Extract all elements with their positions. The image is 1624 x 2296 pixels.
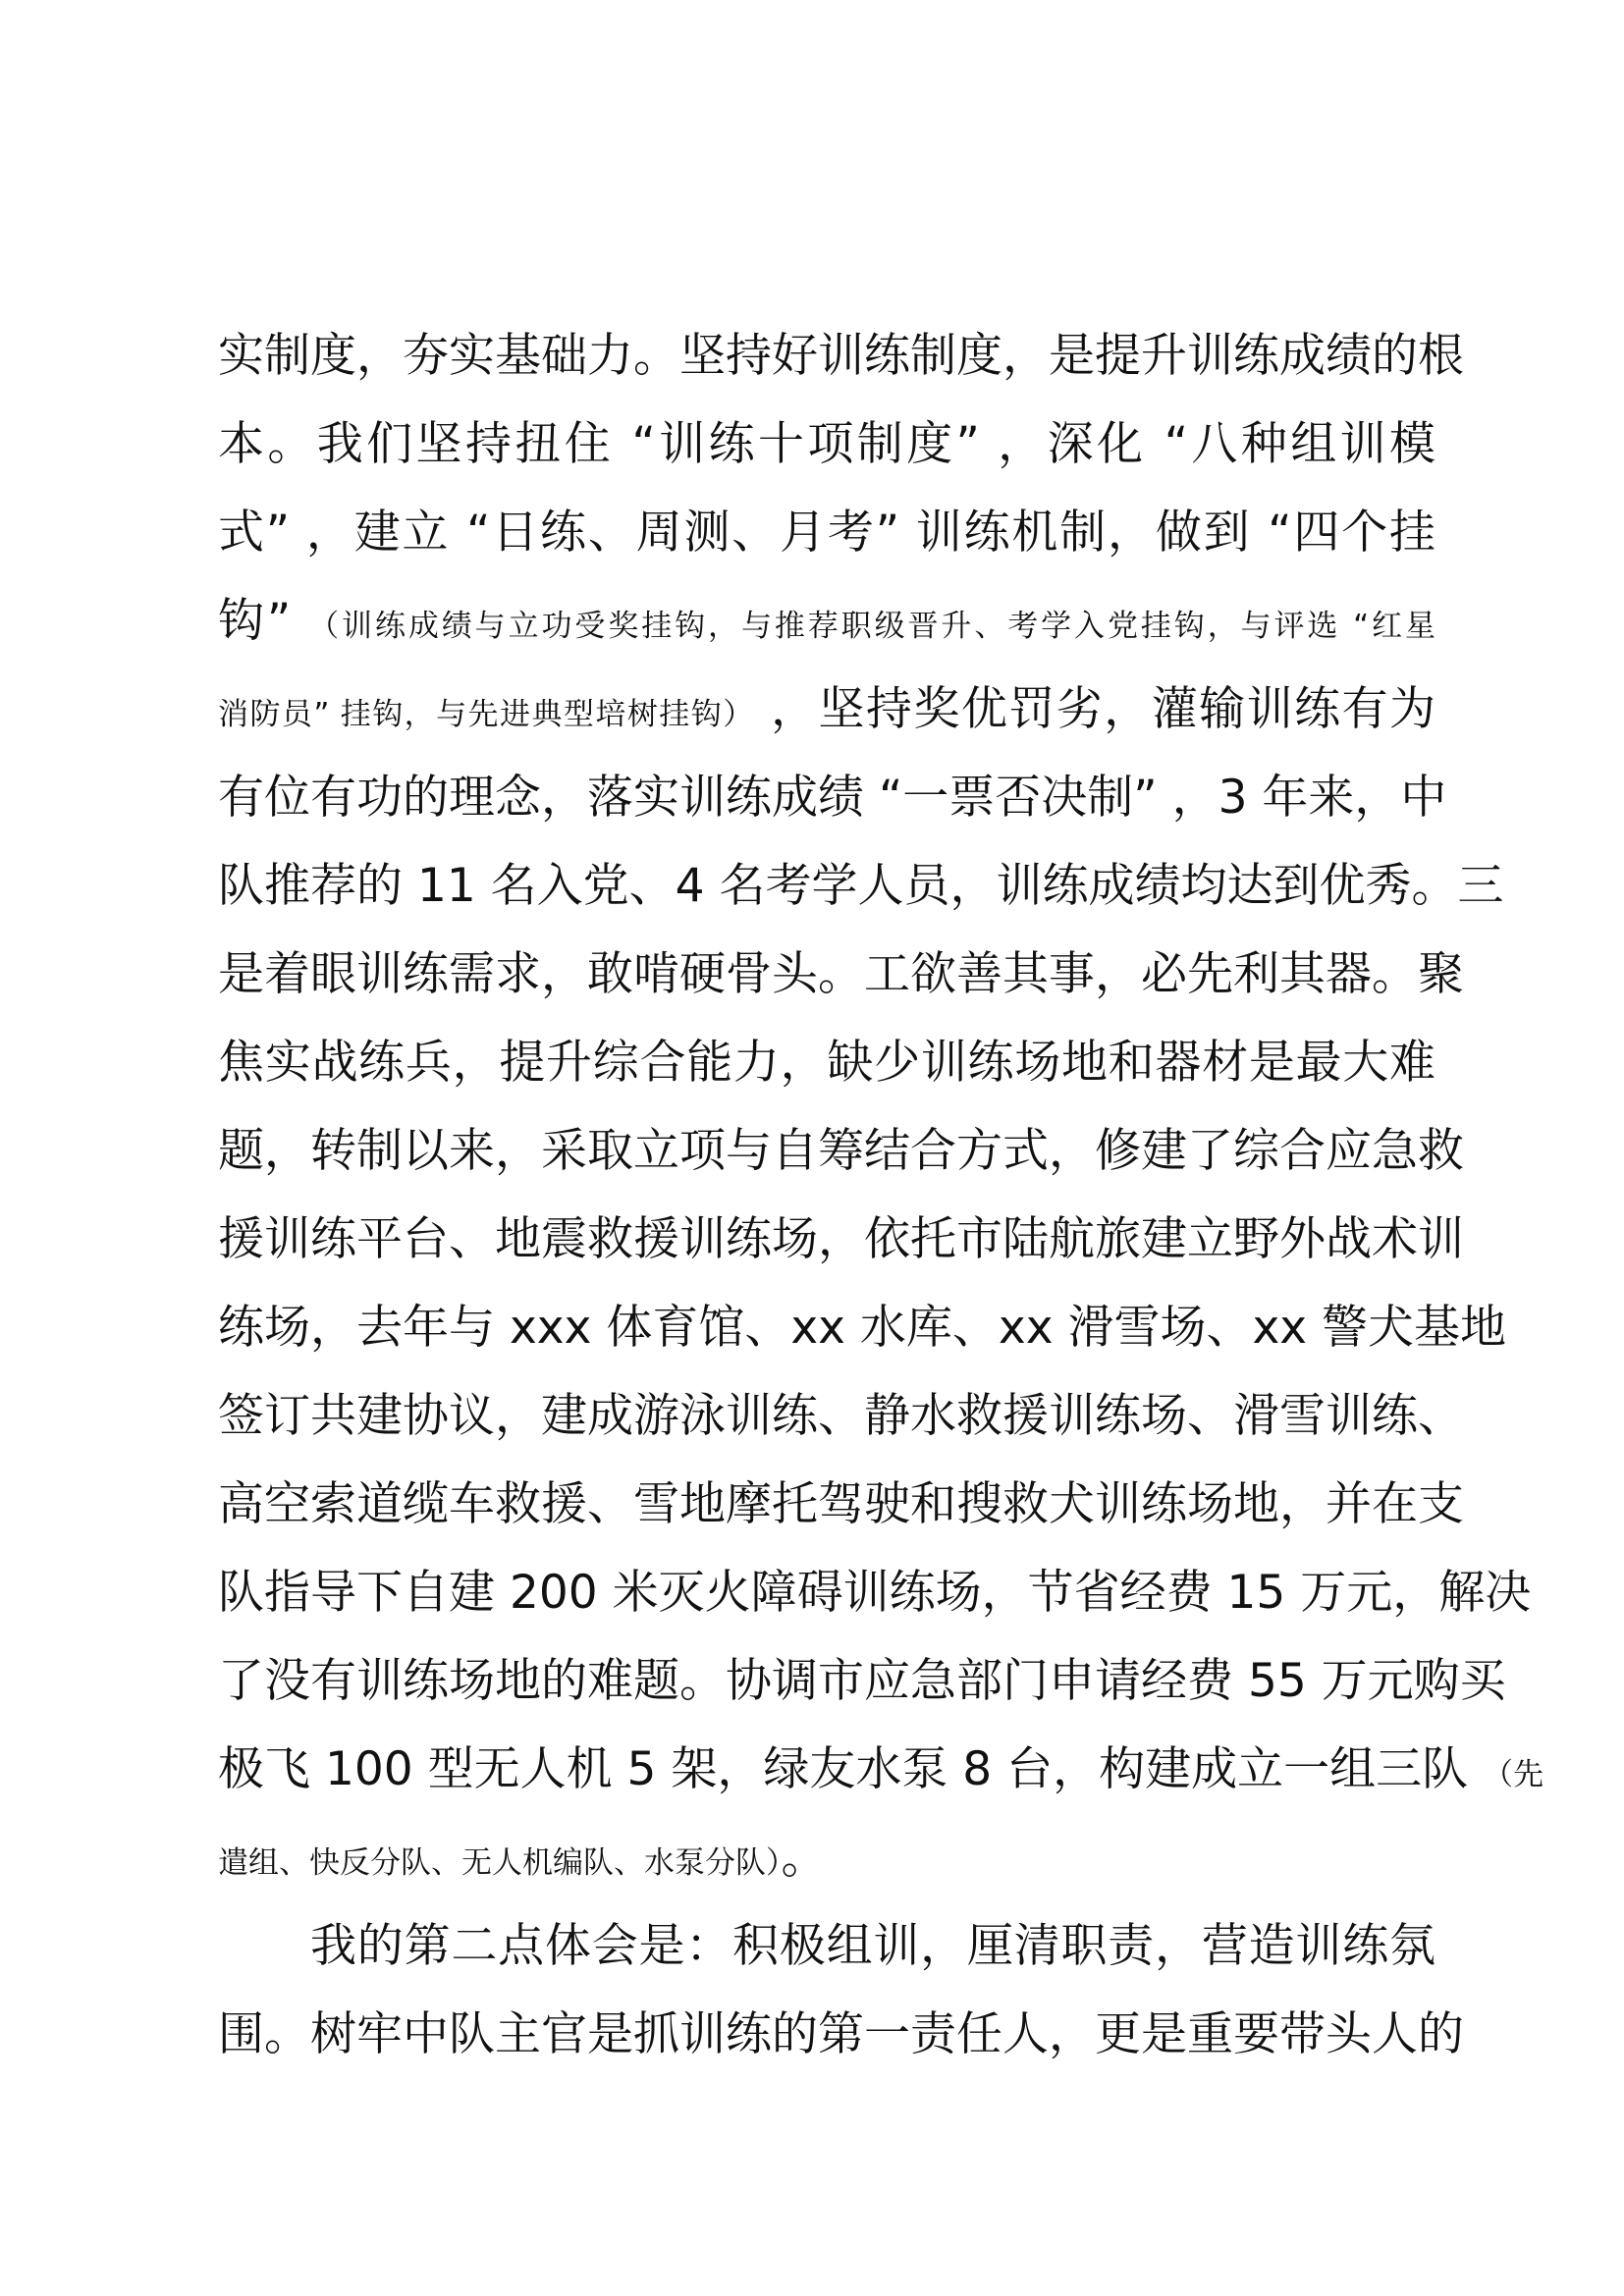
- paragraph-1-line-8: 是着眼训练需求，敢啃硬骨头。工欲善其事，必先利其器。聚: [218, 947, 1464, 1001]
- paragraph-1-line-17: [218, 1726, 1544, 1814]
- line-18-main: 。: [781, 1831, 828, 1885]
- paragraph-1-line-16: 了没有训练场地的难题。协调市应急部门申请经费 55 万元购买: [218, 1654, 1506, 1708]
- paragraph-1-line-13: 签订共建协议，建成游泳训练、静水救援训练场、滑雪训练、: [218, 1389, 1464, 1443]
- line-5-main: ，坚持奖优罚劣，灌输训练有为: [771, 682, 1436, 736]
- paragraph-1-line-4: [218, 577, 1435, 666]
- paragraph-2-line-1: 我的第二点体会是：积极组训，厘清职责，营造训练氛: [310, 1919, 1435, 1973]
- paragraph-1-line-3: 式” ，建立 “日练、周测、月考” 训练机制，做到 “四个挂: [218, 506, 1435, 560]
- paragraph-1-line-18: [218, 1814, 1435, 1902]
- paragraph-1-line-2: 本。我们坚持扭住 “训练十项制度” ，深化 “八种组训模: [218, 417, 1435, 471]
- paragraph-1-line-1: 实制度，夯实基础力。坚持好训练制度，是提升训练成绩的根: [218, 329, 1464, 383]
- paragraph-1-line-7: 队推荐的 11 名入党、4 名考学人员，训练成绩均达到优秀。三: [218, 859, 1504, 913]
- line-4-main: 钩”: [218, 594, 292, 648]
- paragraph-1-line-6: 有位有功的理念，落实训练成绩 “一票否决制” ，3 年来，中: [218, 771, 1447, 825]
- line-17-main: 极飞 100 型无人机 5 架，绿友水泵 8 台，构建成立一组三队: [218, 1742, 1469, 1796]
- paragraph-1-line-5: [218, 666, 1435, 754]
- paragraph-1-line-12: 练场，去年与 xxx 体育馆、xx 水库、xx 滑雪场、xx 警犬基地: [218, 1301, 1507, 1355]
- paragraph-1-line-11: 援训练平台、地震救援训练场，依托市陆航旅建立野外战术训: [218, 1212, 1464, 1266]
- body-text: [218, 312, 1544, 2079]
- line-4-note: （训练成绩与立功受奖挂钩，与推荐职级晋升、考学入党挂钩，与评选 “红星: [308, 609, 1435, 644]
- paragraph-1-line-15: 队指导下自建 200 米灭火障碍训练场，节省经费 15 万元，解决: [218, 1566, 1532, 1620]
- paragraph-1-line-9: 焦实战练兵，提升综合能力，缺少训练场地和器材是最大难: [218, 1036, 1435, 1090]
- line-18-note: 遣组、快反分队、无人机编队、水泵分队）: [218, 1845, 782, 1881]
- line-17-note: （先: [1483, 1757, 1544, 1792]
- line-5-note: 消防员” 挂钩，与先进典型培树挂钩）: [218, 697, 755, 732]
- paragraph-2-line-2: 围。树牢中队主官是抓训练的第一责任人，更是重要带头人的: [218, 2007, 1464, 2061]
- paragraph-1-line-10: 题，转制以来，采取立项与自筹结合方式，修建了综合应急救: [218, 1124, 1464, 1178]
- paragraph-1-line-14: 高空索道缆车救援、雪地摩托驾驶和搜救犬训练场地，并在支: [218, 1477, 1464, 1531]
